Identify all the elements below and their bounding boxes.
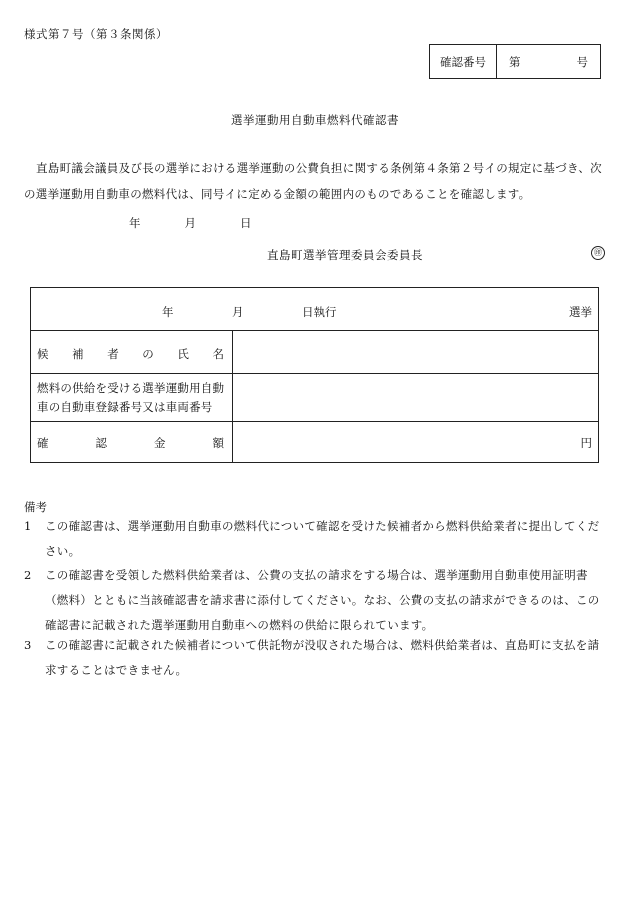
confirmation-number-prefix: 第: [509, 55, 521, 69]
date-line[interactable]: [129, 215, 252, 231]
note-number: 1: [24, 519, 32, 533]
amount-field[interactable]: [233, 422, 598, 462]
date-day: 日: [240, 216, 252, 230]
candidate-name-field[interactable]: [233, 330, 598, 373]
election-suffix: 選挙: [569, 305, 592, 319]
confirmation-number-label: 確認番号: [430, 45, 497, 78]
document-title: 選挙運動用自動車燃料代確認書: [231, 113, 399, 127]
amount-unit: 円: [580, 436, 592, 450]
amount-label: 確 認 金 額: [37, 436, 224, 450]
confirmation-number-suffix: 号: [576, 55, 588, 69]
confirmation-number-field[interactable]: [497, 45, 600, 78]
note-number: 3: [24, 638, 32, 652]
vehicle-row: [31, 374, 598, 422]
amount-row: [31, 422, 598, 462]
note-text: この確認書に記載された候補者について供託物が没収された場合は、燃料供給業者は、直島町に支払を請求することはできません。: [45, 638, 600, 677]
note-text: この確認書は、選挙運動用自動車の燃料代について確認を受けた候補者から燃料供給業者に提出してください。: [45, 519, 600, 558]
election-day: 日執行: [302, 305, 337, 319]
notes-title: 備考: [24, 500, 47, 514]
candidate-row: [31, 330, 598, 374]
candidate-label: 候 補 者 の 氏 名: [37, 347, 224, 361]
note-item: [24, 514, 614, 564]
vehicle-label: 燃料の供給を受ける選挙運動用自動車の自動車登録番号又は車両番号: [37, 381, 225, 414]
seal-mark: ㊞: [591, 246, 605, 260]
confirmation-number-box: [429, 44, 601, 79]
vehicle-number-field[interactable]: [233, 374, 598, 421]
note-item: [24, 563, 614, 638]
body-paragraph: 直島町議会議員及び長の選挙における選挙運動の公費負担に関する条例第４条第２号イの規定に基づき、次の選挙運動用自動車の燃料代は、同号イに定める金額の範囲内のものであることを確認します。: [24, 161, 602, 201]
note-item: [24, 633, 614, 683]
note-text: この確認書を受領した燃料供給業者は、公費の支払の請求をする場合は、選挙運動用自動車使用証明書（燃料）とともに当該確認書を請求書に添付してください。なお、公費の支払の請求ができるのは、この確認書に記載された選挙運動用自動車への燃料の供給に限られています。: [45, 568, 600, 632]
note-number: 2: [24, 568, 32, 582]
chairman-title: 直島町選挙管理委員会委員長: [267, 248, 423, 262]
form-number: 様式第７号（第３条関係）: [24, 27, 168, 41]
election-row[interactable]: [31, 288, 598, 331]
date-month: 月: [184, 216, 196, 230]
confirmation-table: [30, 287, 599, 463]
date-year: 年: [129, 216, 141, 230]
election-month: 月: [232, 305, 244, 319]
election-year: 年: [162, 305, 174, 319]
